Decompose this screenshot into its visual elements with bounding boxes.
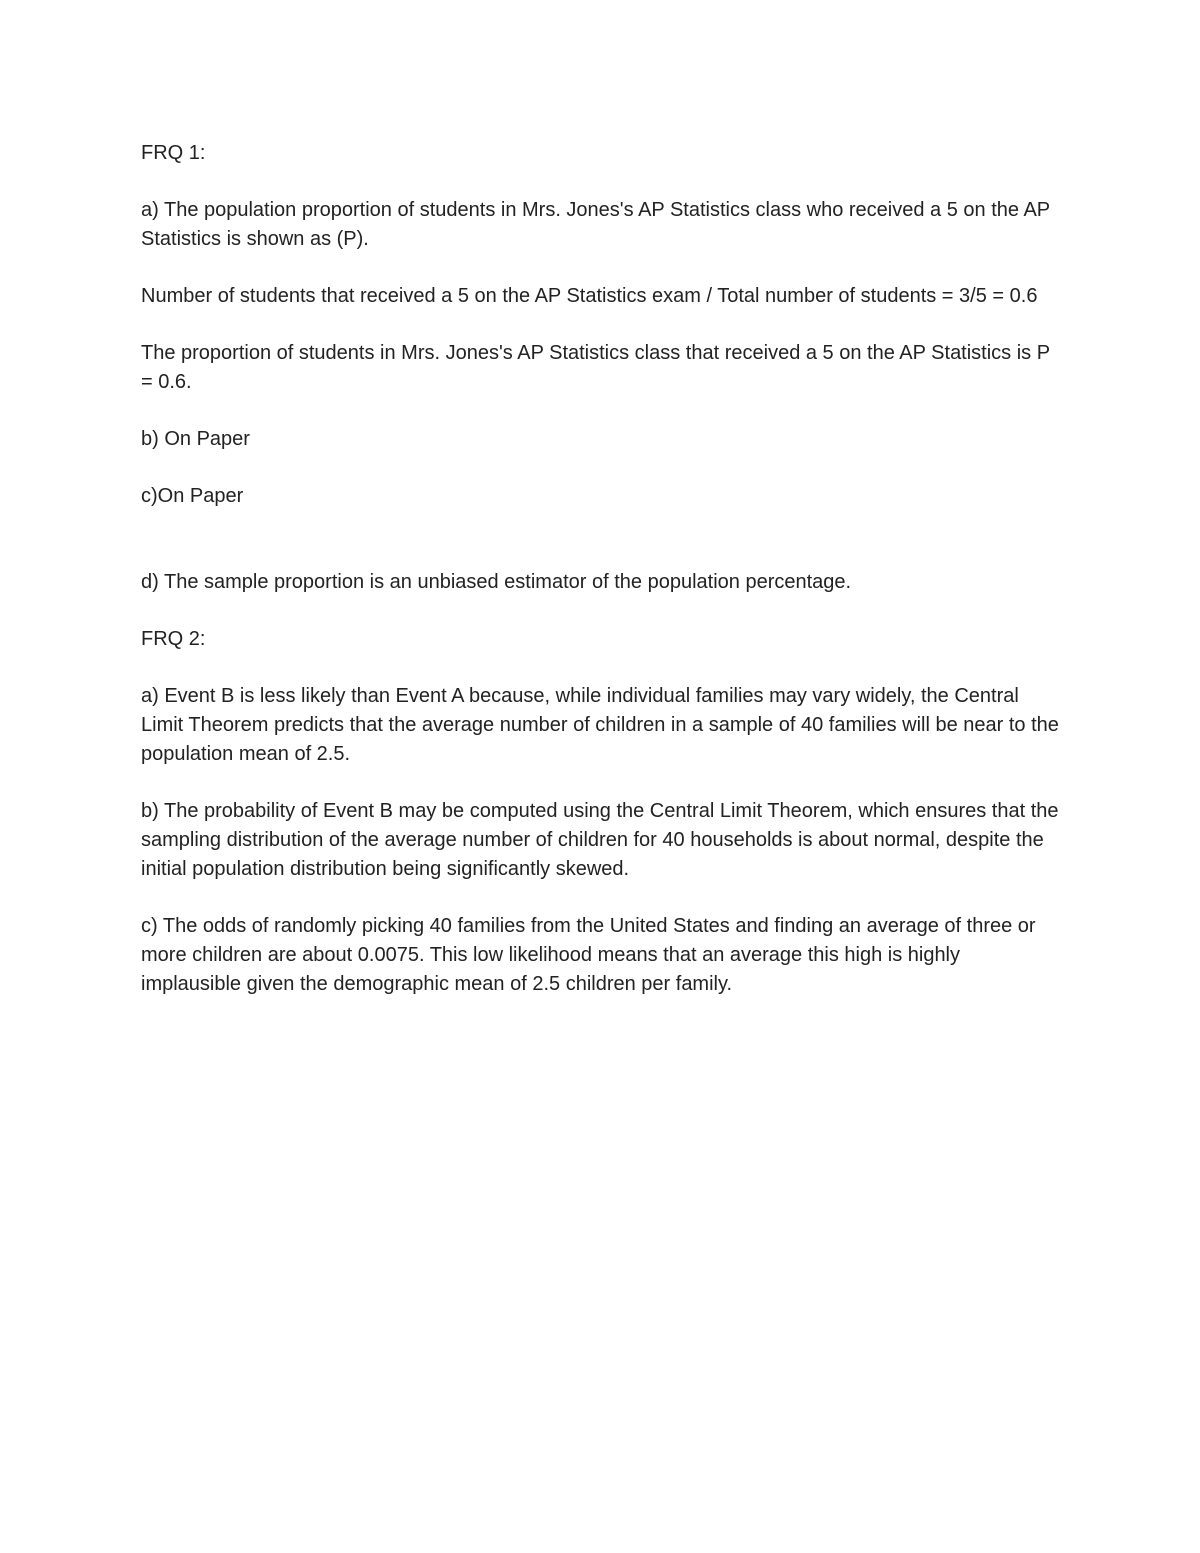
- frq1-part-b: b) On Paper: [141, 428, 250, 450]
- frq2-heading: FRQ 2:: [141, 628, 206, 650]
- frq1-part-c: c)On Paper: [141, 485, 244, 507]
- frq1-heading: FRQ 1:: [141, 142, 206, 164]
- frq1-conclusion: The proportion of students in Mrs. Jones's AP Statistics class that received a 5 on the AP Statistics is P = 0.6.: [141, 342, 1050, 393]
- frq1-calculation: Number of students that received a 5 on the AP Statistics exam / Total number of students = 3/5 = 0.6: [141, 285, 1038, 307]
- frq2-part-b: b) The probability of Event B may be computed using the Central Limit Theorem, which ensures that the sampling distribution of the average number of children for 40 households is about normal, despite the initial population distribution being significantly skewed.: [141, 800, 1059, 880]
- frq1-part-d: d) The sample proportion is an unbiased estimator of the population percentage.: [141, 571, 852, 593]
- frq2-part-a: a) Event B is less likely than Event A because, while individual families may vary widely, the Central Limit Theorem predicts that the average number of children in a sample of 40 families will be near to the population mean of 2.5.: [141, 685, 1059, 765]
- frq2-part-c: c) The odds of randomly picking 40 families from the United States and finding an average of three or more children are about 0.0075. This low likelihood means that an average this high is highly implausible given the demographic mean of 2.5 children per family.: [141, 915, 1036, 995]
- document-body: [141, 139, 1063, 1027]
- frq1-part-a: a) The population proportion of students in Mrs. Jones's AP Statistics class who received a 5 on the AP Statistics is shown as (P).: [141, 199, 1050, 250]
